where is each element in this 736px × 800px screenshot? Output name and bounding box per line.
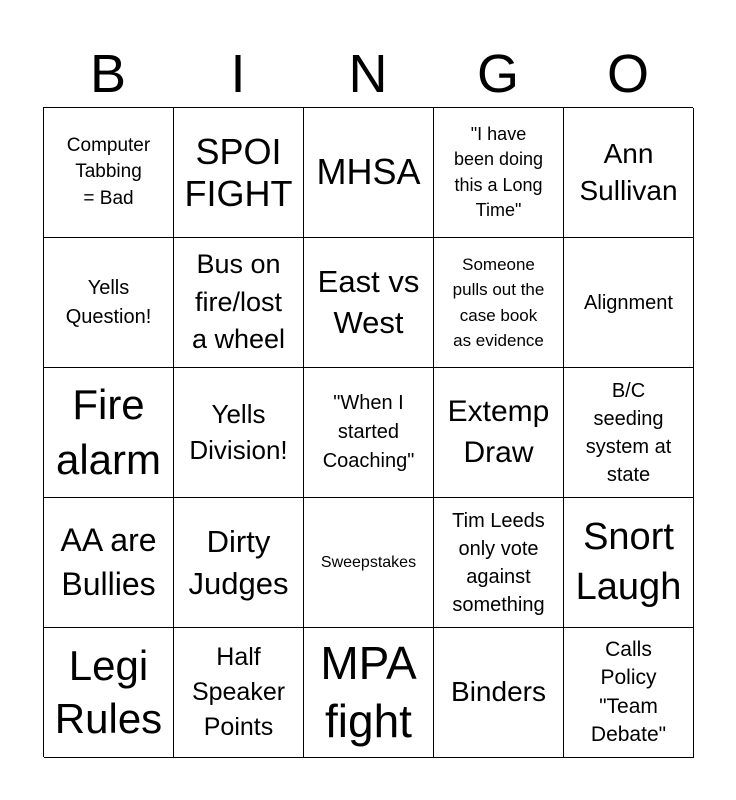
- bingo-cell-text: Extemp Draw: [447, 395, 550, 469]
- bingo-cell-r5c1[interactable]: [44, 628, 174, 758]
- bingo-cell-r4c4[interactable]: [434, 498, 564, 628]
- bingo-cell-r1c2[interactable]: [174, 108, 304, 238]
- bingo-cell-text: Binders: [451, 676, 546, 708]
- bingo-cell-r2c3[interactable]: [304, 238, 434, 368]
- header-letter-n: N: [348, 44, 388, 104]
- bingo-card-grid: [43, 107, 693, 757]
- header-letter-i: I: [230, 44, 246, 104]
- bingo-cell-text: Fire alarm: [55, 380, 162, 483]
- bingo-cell-text: MPA fight: [320, 637, 417, 747]
- bingo-cell-r5c5[interactable]: [564, 628, 694, 758]
- header-letter-b: B: [89, 44, 127, 104]
- bingo-cell-r3c3[interactable]: [304, 368, 434, 498]
- bingo-cell-text: Yells Question!: [65, 276, 152, 328]
- bingo-cell-text: MHSA: [316, 151, 421, 193]
- bingo-cell-r4c5[interactable]: [564, 498, 694, 628]
- bingo-cell-r5c2[interactable]: [174, 628, 304, 758]
- bingo-cell-r4c1[interactable]: [44, 498, 174, 628]
- bingo-cell-r3c1[interactable]: [44, 368, 174, 498]
- bingo-cell-r3c4[interactable]: [434, 368, 564, 498]
- bingo-header: [43, 40, 693, 108]
- header-letter-o: O: [606, 44, 649, 104]
- bingo-cell-r5c3[interactable]: [304, 628, 434, 758]
- bingo-cell-text: "When I started Coaching": [322, 392, 415, 472]
- bingo-cell-text: Snort Laugh: [575, 516, 682, 608]
- bingo-cell-r2c4[interactable]: [434, 238, 564, 368]
- bingo-cell-text: "I have been doing this a Long Time": [453, 124, 544, 220]
- bingo-cell-text: Legi Rules: [54, 642, 163, 742]
- bingo-cell-r2c5[interactable]: [564, 238, 694, 368]
- bingo-cell-r1c5[interactable]: [564, 108, 694, 238]
- bingo-cell-r1c4[interactable]: [434, 108, 564, 238]
- bingo-cell-r3c2[interactable]: [174, 368, 304, 498]
- header-letter-g: G: [476, 44, 519, 104]
- bingo-cell-text: AA are Bullies: [60, 522, 157, 602]
- bingo-cell-r2c1[interactable]: [44, 238, 174, 368]
- bingo-cell-text: Alignment: [584, 291, 673, 314]
- bingo-cell-text: Ann Sullivan: [579, 138, 678, 206]
- bingo-cell-text: Bus on fire/lost a wheel: [191, 248, 286, 355]
- bingo-cell-text: Computer Tabbing = Bad: [66, 134, 151, 209]
- bingo-cell-text: Calls Policy "Team Debate": [590, 637, 667, 746]
- bingo-cell-r3c5[interactable]: [564, 368, 694, 498]
- bingo-cell-text: East vs West: [317, 264, 420, 340]
- bingo-cell-r1c1[interactable]: [44, 108, 174, 238]
- bingo-cell-r4c3[interactable]: [304, 498, 434, 628]
- bingo-cell-r5c4[interactable]: [434, 628, 564, 758]
- bingo-cell-text: SPOI FIGHT: [184, 131, 293, 214]
- bingo-cell-text: Yells Division!: [189, 399, 288, 465]
- bingo-cell-r1c3[interactable]: [304, 108, 434, 238]
- bingo-cell-text: Tim Leeds only vote against something: [452, 509, 545, 616]
- bingo-cell-text: Half Speaker Points: [191, 643, 286, 741]
- bingo-cell-r2c2[interactable]: [174, 238, 304, 368]
- bingo-cell-text: Dirty Judges: [188, 523, 289, 601]
- bingo-cell-r4c2[interactable]: [174, 498, 304, 628]
- bingo-cell-text: Sweepstakes: [320, 553, 417, 571]
- bingo-cell-text: Someone pulls out the case book as evidence: [452, 254, 545, 350]
- bingo-cell-text: B/C seeding system at state: [585, 379, 672, 486]
